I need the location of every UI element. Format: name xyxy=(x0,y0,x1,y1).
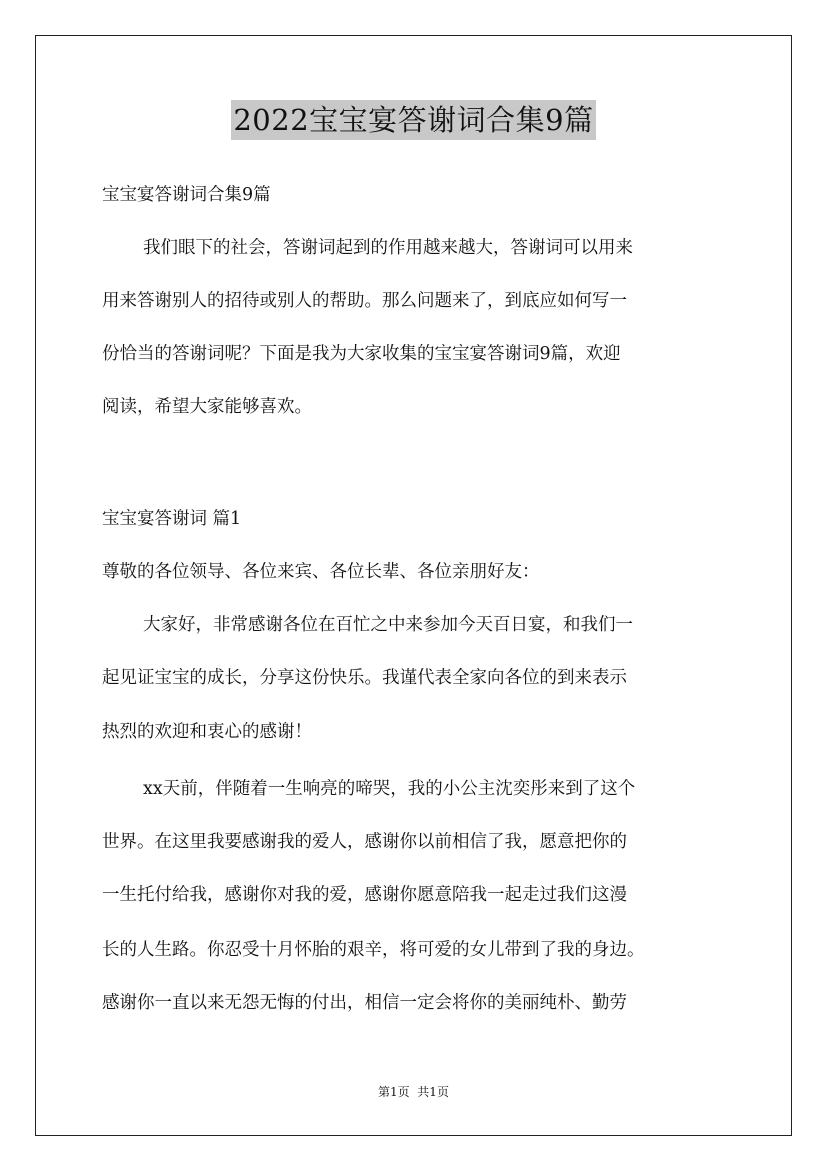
paragraph2-line-1: xx天前，伴随着一生响亮的啼哭，我的小公主沈奕彤来到了这个 xyxy=(143,779,636,799)
paragraph1-line-1: 大家好，非常感谢各位在百忙之中来参加今天百日宴，和我们一 xyxy=(143,615,633,635)
paragraph2-line-3: 一生托付给我，感谢你对我的爱，感谢你愿意陪我一起走过我们这漫 xyxy=(102,885,627,905)
intro-line-2: 用来答谢别人的招待或别人的帮助。那么问题来了，到底应如何写一 xyxy=(102,291,627,311)
paragraph1-line-2: 起见证宝宝的成长，分享这份快乐。我谨代表全家向各位的到来表示 xyxy=(102,668,627,688)
intro-line-4: 阅读，希望大家能够喜欢。 xyxy=(102,397,312,417)
title-container xyxy=(0,100,827,140)
paragraph2-line-5: 感谢你一直以来无怨无悔的付出，相信一定会将你的美丽纯朴、勤劳 xyxy=(102,993,627,1013)
paragraph2-line-4: 长的人生路。你忍受十月怀胎的艰辛，将可爱的女儿带到了我的身边。 xyxy=(102,940,645,960)
intro-line-3: 份恰当的答谢词呢？下面是我为大家收集的宝宝宴答谢词9篇，欢迎 xyxy=(102,344,621,364)
salutation: 尊敬的各位领导、各位来宾、各位长辈、各位亲朋好友： xyxy=(102,562,540,582)
page-footer: 第1页 共1页 xyxy=(378,1085,449,1099)
section-heading: 宝宝宴答谢词 篇1 xyxy=(102,509,242,529)
document-title: 2022宝宝宴答谢词合集9篇 xyxy=(231,100,595,140)
document-subtitle: 宝宝宴答谢词合集9篇 xyxy=(102,185,271,205)
intro-line-1: 我们眼下的社会，答谢词起到的作用越来越大，答谢词可以用来 xyxy=(143,238,633,258)
paragraph1-line-3: 热烈的欢迎和衷心的感谢！ xyxy=(102,722,312,742)
paragraph2-line-2: 世界。在这里我要感谢我的爱人，感谢你以前相信了我，愿意把你的 xyxy=(102,832,627,852)
